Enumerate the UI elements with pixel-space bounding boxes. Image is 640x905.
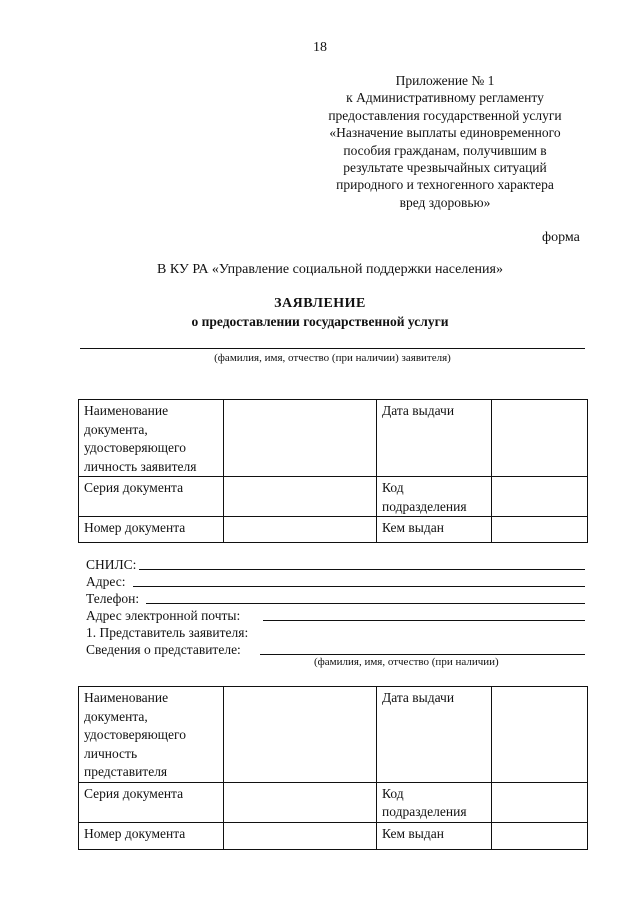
id-document-value-cell[interactable] (224, 687, 377, 783)
number-value-cell[interactable] (224, 517, 377, 543)
cell-text: личность заявителя (84, 458, 197, 474)
cell-text: Код (382, 785, 404, 801)
email-label: Адрес электронной почты: (86, 608, 241, 623)
cell-text: удостоверяющего (84, 440, 186, 455)
issue-date-label-cell: Дата выдачи (377, 687, 492, 783)
cell-text: личность (84, 745, 138, 761)
cell-text: удостоверяющего (84, 727, 186, 742)
appendix-line: предоставления государственной услуги (328, 107, 562, 123)
representative-heading: 1. Представитель заявителя: (86, 625, 249, 640)
id-document-label-cell (79, 400, 224, 477)
issue-date-value-cell[interactable] (492, 400, 588, 477)
number-label-cell: Номер документа (79, 822, 224, 849)
issued-by-value-cell[interactable] (492, 517, 588, 543)
division-code-label-cell (377, 782, 492, 822)
form-label: форма (542, 230, 580, 245)
phone-field[interactable] (146, 603, 585, 604)
cell-text: подразделения (382, 804, 467, 819)
addressee: В КУ РА «Управление социальной поддержки населения» (157, 262, 503, 277)
issued-by-label-cell: Кем выдан (377, 517, 492, 543)
appendix-header (300, 72, 590, 211)
number-value-cell[interactable] (224, 822, 377, 849)
cell-text: представителя (84, 764, 168, 779)
series-value-cell[interactable] (224, 477, 377, 517)
division-code-label-cell (377, 477, 492, 517)
division-code-value-cell[interactable] (492, 477, 588, 517)
series-label-cell: Серия документа (79, 477, 224, 517)
representative-info-label: Сведения о представителе: (86, 642, 241, 657)
cell-text: документа, (84, 708, 148, 724)
email-field[interactable] (263, 620, 585, 621)
snils-label: СНИЛС: (86, 557, 137, 572)
cell-text: Код (382, 480, 404, 495)
appendix-line: результате чрезвычайных ситуаций (343, 160, 547, 176)
representative-caption: (фамилия, имя, отчество (при наличии) (314, 656, 499, 668)
document-subtitle: о предоставлении государственной услуги (191, 314, 449, 329)
id-document-value-cell[interactable] (224, 400, 377, 477)
table-row (79, 782, 588, 822)
representative-info-field[interactable] (260, 654, 585, 655)
table-row (79, 517, 588, 543)
issue-date-value-cell[interactable] (492, 687, 588, 783)
address-label: Адрес: (86, 574, 126, 589)
cell-text: Наименование (84, 403, 169, 418)
appendix-line: природного и техногенного характера (336, 177, 554, 193)
page-number: 18 (313, 40, 327, 55)
table-row (79, 687, 588, 783)
table-row (79, 400, 588, 477)
cell-text: подразделения (382, 498, 467, 514)
cell-text: документа, (84, 421, 148, 437)
division-code-value-cell[interactable] (492, 782, 588, 822)
number-label-cell: Номер документа (79, 517, 224, 543)
series-label-cell: Серия документа (79, 782, 224, 822)
address-field[interactable] (133, 586, 585, 587)
applicant-name-line[interactable] (80, 348, 585, 349)
issued-by-label-cell: Кем выдан (377, 822, 492, 849)
document-title: ЗАЯВЛЕНИЕ (274, 296, 366, 311)
snils-field[interactable] (139, 569, 585, 570)
applicant-caption: (фамилия, имя, отчество (при наличии) заявителя) (214, 352, 451, 364)
appendix-line: «Назначение выплаты единовременного (329, 125, 561, 141)
appendix-line: вред здоровью» (399, 194, 491, 210)
representative-document-table (78, 686, 588, 850)
issued-by-value-cell[interactable] (492, 822, 588, 849)
phone-label: Телефон: (86, 591, 140, 606)
series-value-cell[interactable] (224, 782, 377, 822)
cell-text: Наименование (84, 690, 169, 705)
table-row (79, 822, 588, 849)
appendix-line: к Административному регламенту (346, 90, 544, 106)
applicant-document-table (78, 399, 588, 543)
appendix-line: Приложение № 1 (395, 73, 495, 88)
appendix-line: пособия гражданам, получившим в (343, 142, 547, 158)
issue-date-label-cell: Дата выдачи (377, 400, 492, 477)
table-row (79, 477, 588, 517)
id-document-label-cell (79, 687, 224, 783)
